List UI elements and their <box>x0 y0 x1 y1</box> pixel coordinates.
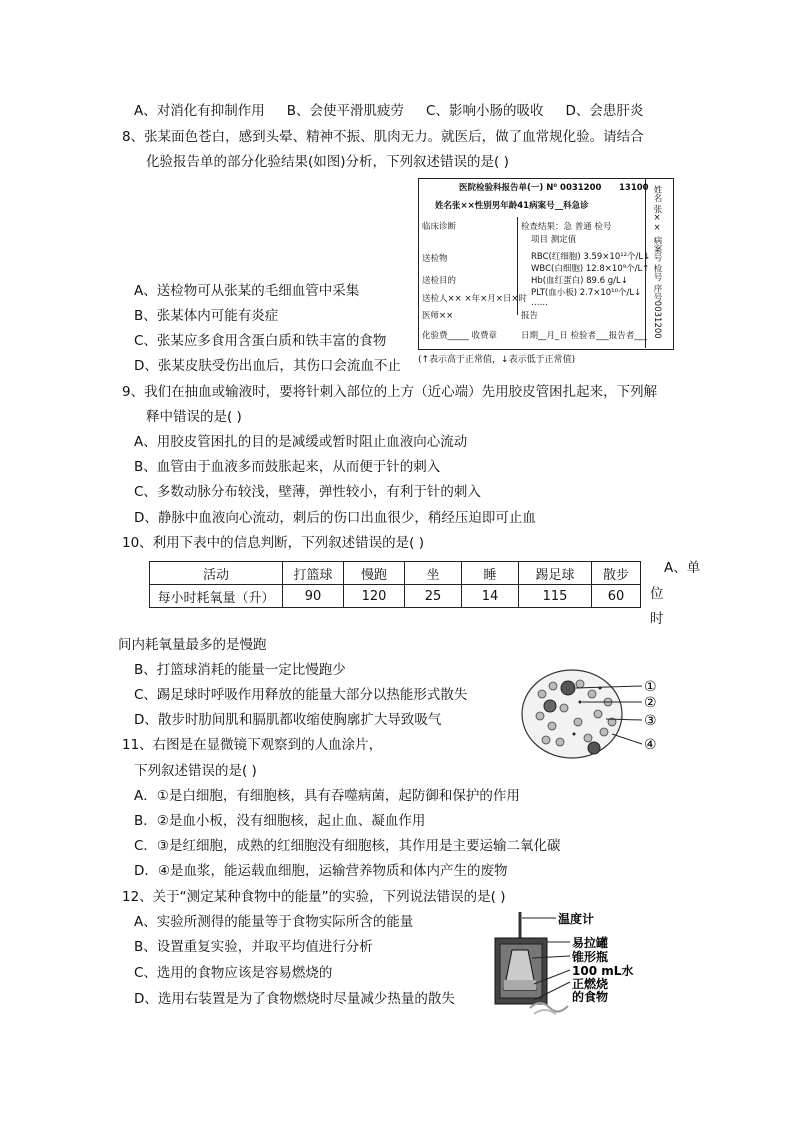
calorimeter-figure <box>490 910 670 1025</box>
q10-option-d: D、散步时肋间肌和膈肌都收缩使胸廓扩大导致吸气 <box>134 712 442 728</box>
table-row-label: 每小时耗氧量（升） <box>150 585 283 608</box>
table-header-cell: 活动 <box>150 562 283 585</box>
smear-label-4: ④ <box>644 737 657 753</box>
q8-option-b: B、张某体内可能有炎症 <box>134 308 279 324</box>
report-patient-info: 姓名张××性别男年龄41病案号__科急诊 <box>435 201 589 211</box>
table-header-cell: 打篮球 <box>283 562 344 585</box>
table-cell: 60 <box>592 585 641 608</box>
q9-option-d: D、静脉中血液向心流动，刺后的伤口出血很少，稍经压迫即可止血 <box>134 510 536 526</box>
table-header-cell: 散步 <box>592 562 641 585</box>
q9-option-b: B、血管由于血液多而鼓胀起来，从而便于针的刺入 <box>134 459 441 475</box>
table-row <box>150 585 641 608</box>
report-doctor: 医师×× <box>422 311 454 321</box>
report-hb: Hb(血红蛋白) 89.6 g/L↓ <box>531 276 628 286</box>
table-cell: 115 <box>519 585 592 608</box>
q12-option-d: D、选用右装置是为了食物燃烧时尽量减少热量的散失 <box>134 991 455 1007</box>
label-food: 的食物 <box>572 990 609 1004</box>
q10-option-b: B、打篮球消耗的能量一定比慢跑少 <box>134 662 346 678</box>
q11-stem-line2: 下列叙述错误的是( ) <box>134 763 257 779</box>
smear-label-3: ③ <box>644 713 657 729</box>
table-cell: 25 <box>405 585 462 608</box>
q9-stem-line2: 释中错误的是( ) <box>146 409 242 425</box>
q10-option-c: C、踢足球时呼吸作用释放的能量大部分以热能形式散失 <box>134 687 468 703</box>
table-cell: 120 <box>344 585 405 608</box>
label-water: 100 mL水 <box>572 964 634 978</box>
label-can: 易拉罐 <box>572 936 609 950</box>
report-clinical: 临床诊断 <box>422 222 457 232</box>
label-burning: 正燃烧 <box>572 977 609 991</box>
smear-label-1: ① <box>644 679 657 695</box>
q8-option-d: D、张某皮肤受伤出血后，其伤口会流血不止 <box>134 358 401 374</box>
report-header: 医院检验科报告单(一) N⁰ 0031200 <box>459 183 602 193</box>
report-date: 日期__月_日 检验者___报告者___ <box>521 331 647 341</box>
report-label: 报告 <box>521 311 539 321</box>
table-cell: 14 <box>462 585 519 608</box>
q11-option-d: D．④是血浆，能运载血细胞，运输营养物质和体内产生的废物 <box>134 863 508 879</box>
q12-option-c: C、选用的食物应该是容易燃烧的 <box>134 965 333 981</box>
report-code: 13100 <box>619 183 649 193</box>
oxygen-table <box>149 561 641 608</box>
report-fee: 化验费_____ 收费章 <box>422 331 497 341</box>
q12-stem: 12、关于“测定某种食物中的能量”的实验，下列说法错误的是( ) <box>122 889 506 905</box>
q10-option-a-part2: 位 <box>650 586 664 602</box>
report-specimen: 送检物 <box>422 254 448 264</box>
label-thermometer: 温度计 <box>558 912 595 926</box>
q9-option-a: A、用胶皮管困扎的目的是减缓或暂时阻止血液向心流动 <box>134 434 468 450</box>
q10-stem: 10、利用下表中的信息判断，下列叙述错误的是( ) <box>122 535 425 551</box>
q12-option-b: B、设置重复实验，并取平均值进行分析 <box>134 939 373 955</box>
q12-option-a: A、实验所测得的能量等于食物实际所含的能量 <box>134 914 414 930</box>
report-side-text: 姓名 张×× 病案号 检号 序号0031200 <box>652 185 662 339</box>
report-results-header: 检查结果：急 普通 检号 <box>521 222 612 232</box>
q10-option-a-part3: 时 <box>650 611 664 627</box>
q7-option-a: A、对消化有抑制作用 <box>134 103 265 119</box>
q10-option-a-part1: A、单 <box>664 560 701 576</box>
q7-option-b: B、会使平滑肌疲劳 <box>286 103 405 119</box>
report-purpose: 送检目的 <box>422 276 457 286</box>
label-flask: 锥形瓶 <box>572 950 609 964</box>
q8-stem-line2: 化验报告单的部分化验结果(如图)分析，下列叙述错误的是( ) <box>146 154 509 170</box>
q7-option-c: C、影响小肠的吸收 <box>426 103 544 119</box>
table-header-cell: 睡 <box>462 562 519 585</box>
table-header-row <box>150 562 641 585</box>
report-columns: 项目 测定值 <box>531 235 577 245</box>
q7-option-d: D、会患肝炎 <box>565 103 644 119</box>
report-note: (↑表示高于正常值，↓表示低于正常值) <box>418 355 576 365</box>
q7-options <box>134 102 665 120</box>
q8-option-a: A、送检物可从张某的毛细血管中采集 <box>134 283 360 299</box>
blood-smear-figure <box>520 664 670 764</box>
q11-stem-line1: 11、右图是在显微镜下观察到的人血涂片， <box>122 737 383 753</box>
q11-option-c: C．③是红细胞，成熟的红细胞没有细胞核，其作用是主要运输二氧化碳 <box>134 838 561 854</box>
report-dots: …… <box>531 298 548 308</box>
q8-stem-line1: 8、张某面色苍白，感到头晕、精神不振、肌肉无力。就医后，做了血常规化验。请结合 <box>122 129 644 145</box>
q10-option-a-part4: 间内耗氧量最多的是慢跑 <box>118 637 267 653</box>
q11-option-b: B．②是血小板，没有细胞核，起止血、凝血作用 <box>134 813 426 829</box>
q9-option-c: C、多数动脉分布较浅，壁薄，弹性较小，有利于针的刺入 <box>134 484 481 500</box>
q9-stem-line1: 9、我们在抽血或输液时，要将针刺入部位的上方（近心端）先用胶皮管困扎起来，下列解 <box>122 384 658 400</box>
smear-label-2: ② <box>644 695 657 711</box>
table-header-cell: 坐 <box>405 562 462 585</box>
lab-report-figure <box>418 178 674 350</box>
report-rbc: RBC(红细胞) 3.59×10¹²个/L↓ <box>531 252 651 262</box>
table-header-cell: 慢跑 <box>344 562 405 585</box>
q11-option-a: A．①是白细胞，有细胞核，具有吞噬病菌，起防御和保护的作用 <box>134 788 520 804</box>
table-cell: 90 <box>283 585 344 608</box>
report-plt: PLT(血小板) 2.7×10¹⁰个/L↓ <box>531 288 642 298</box>
q8-option-c: C、张某应多食用含蛋白质和铁丰富的食物 <box>134 333 387 349</box>
table-header-cell: 踢足球 <box>519 562 592 585</box>
report-sender: 送检人×× ×年×月×日×时 <box>422 294 527 304</box>
report-wbc: WBC(白细胞) 12.8×10⁹个/L↑ <box>531 264 650 274</box>
